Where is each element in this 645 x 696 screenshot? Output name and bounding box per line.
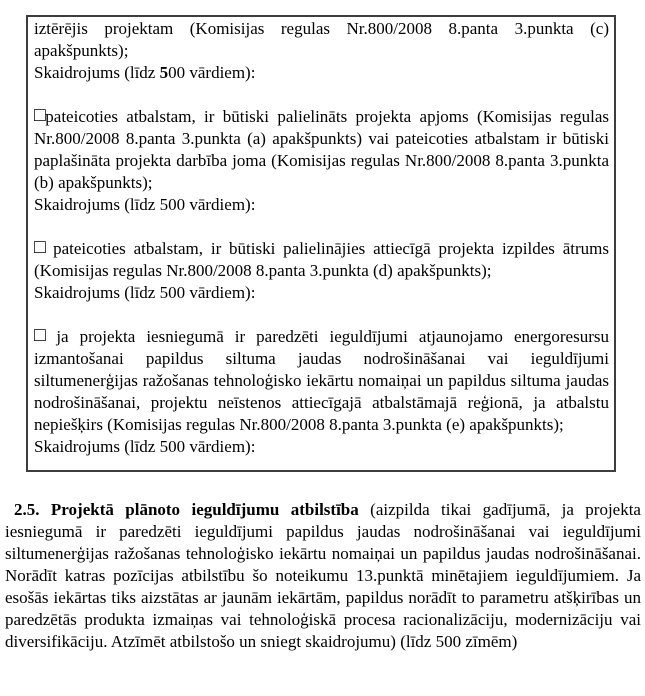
skaidrojums-prefix: Skaidrojums (līdz 500 vārdiem): xyxy=(34,283,256,302)
option-block xyxy=(34,235,609,304)
skaidrojums-prefix: Skaidrojums (līdz 500 vārdiem): xyxy=(34,437,256,456)
option-paragraph xyxy=(34,18,609,62)
skaidrojums-bold-digit: 5 xyxy=(159,63,169,82)
option-text: ja projekta iesniegumā ir paredzēti ieguldījumi atjaunojamo energoresursu izmantošanai papildus siltuma jaudas nodrošināšanai vai ieguldījumi siltumenerģijas ražošanas tehnoloģisko iekārtu nomaiņai un papildus siltuma jaudas nodrošināšanai, projektu neīstenos attiecīgajā atbalstāmajā reģionā, ja atbalstu nepiešķirs (Komisijas regulas Nr.800/2008 8.panta 3.punkta (e) apakšpunkts); xyxy=(34,327,609,434)
option-paragraph xyxy=(34,103,609,194)
option-block xyxy=(34,103,609,216)
option-paragraph xyxy=(34,235,609,282)
document-page xyxy=(0,15,645,653)
option-block xyxy=(34,323,609,458)
skaidrojums-prefix: Skaidrojums (līdz 500 vārdiem): xyxy=(34,195,256,214)
option-text: iztērējis projektam (Komisijas regulas Nr.800/2008 8.panta 3.punkta (c) apakšpunkts); xyxy=(34,19,609,60)
skaidrojums-prefix: Skaidrojums (līdz xyxy=(34,63,160,82)
skaidrojums-suffix: 00 vārdiem): xyxy=(168,63,256,82)
option-text: pateicoties atbalstam, ir būtiski palielināts projekta apjoms (Komisijas regulas Nr.800/2008 8.panta 3.punkta (a) apakšpunkts) vai pateicoties atbalstam ir būtiski paplašināta projekta darbība joma (Komisijas regulas Nr.800/2008 8.panta 3.punkta (b) apakšpunkts); xyxy=(34,107,609,192)
option-block xyxy=(34,18,609,84)
checkbox-unchecked-icon[interactable]: □ xyxy=(34,103,46,126)
skaidrojums-label xyxy=(34,62,609,84)
skaidrojums-label xyxy=(34,282,609,304)
skaidrojums-label xyxy=(34,436,609,458)
section-2-5-paragraph xyxy=(5,499,641,653)
checkbox-options-box xyxy=(26,15,616,472)
section-2-5-heading: 2.5. Projektā plānoto ieguldījumu atbilstība xyxy=(14,500,359,519)
checkbox-unchecked-icon[interactable]: □ xyxy=(34,235,46,258)
option-text: pateicoties atbalstam, ir būtiski palielinājies attiecīgā projekta izpildes ātrums (Komisijas regulas Nr.800/2008 8.panta 3.punkta (d) apakšpunkts); xyxy=(34,239,609,280)
checkbox-unchecked-icon[interactable]: □ xyxy=(34,323,46,346)
option-paragraph xyxy=(34,323,609,436)
skaidrojums-label xyxy=(34,194,609,216)
section-2-5-body: (aizpilda tikai gadījumā, ja projekta iesniegumā ir paredzēti ieguldījumi papildus jaudas nodrošināšanai vai ieguldījumi siltumenerģijas ražošanas tehnoloģisko iekārtu nomaiņai un papildus jaudas nodrošināšanai. Norādīt katras pozīcijas atbilstību šo noteikumu 13.punktā minētajiem ieguldījumiem. Ja esošās iekārtas tiks aizstātas ar jaunām iekārtām, papildus norādīt to parametru atšķirības un paredzētās produkta izmaiņas vai tehnoloģiskā procesa racionalizāciju, modernizāciju vai diversifikāciju. Atzīmēt atbilstošo un sniegt skaidrojumu) (līdz 500 zīmēm) xyxy=(5,500,641,651)
